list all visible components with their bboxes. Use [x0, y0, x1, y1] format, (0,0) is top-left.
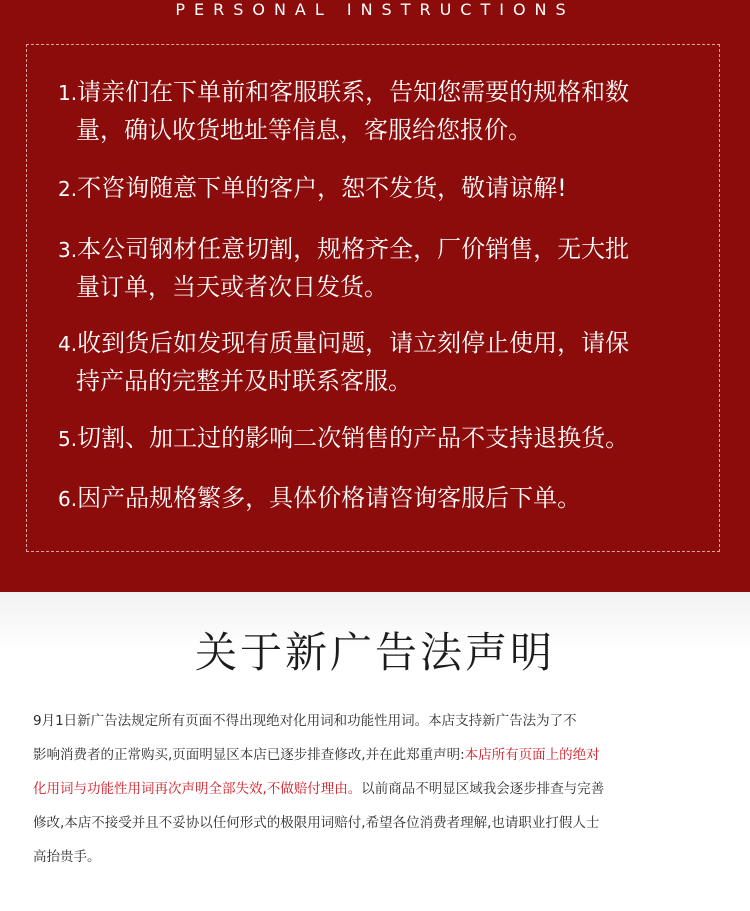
instruction-item-3: [58, 231, 698, 306]
item-number: 2.: [58, 177, 78, 201]
notice-text: 9月1日新广告法规定所有页面不得出现绝对化用词和功能性用词。本店支持新广告法为了不: [33, 713, 577, 729]
notice-line-2: [33, 738, 723, 772]
item-text-line2: 持产品的完整并及时联系客服。: [76, 367, 412, 395]
item-text-line1: 收到货后如发现有质量问题，请立刻停止使用，请保: [77, 329, 630, 357]
instruction-item-2: [58, 170, 698, 208]
item-number: 1.: [58, 81, 78, 105]
item-text-line1: 不咨询随意下单的客户，恕不发货，敬请谅解!: [77, 174, 567, 202]
instruction-item-1: [58, 74, 698, 149]
item-number: 4.: [58, 332, 78, 356]
item-text-line1: 请亲们在下单前和客服联系，告知您需要的规格和数: [77, 78, 630, 106]
notice-line-3: [33, 772, 723, 806]
notice-line-4: [33, 806, 723, 840]
item-text-line1: 切割、加工过的影响二次销售的产品不支持退换货。: [77, 424, 630, 452]
item-text-line2: 量，确认收货地址等信息，客服给您报价。: [76, 116, 532, 144]
notice-text: 高抬贵手。: [33, 849, 101, 865]
item-number: 6.: [58, 487, 78, 511]
notice-section: [0, 592, 750, 911]
item-text-line1: 本公司钢材任意切割，规格齐全，厂价销售，无大批: [77, 235, 630, 263]
notice-text: 以前商品不明显区域我会逐步排查与完善: [361, 781, 605, 797]
notice-highlight: 本店所有页面上的绝对: [464, 747, 600, 763]
instruction-item-5: [58, 420, 698, 458]
header-strip: [0, 0, 750, 19]
notice-text: 影响消费者的正常购买,页面明显区本店已逐步排查修改,并在此郑重声明:: [33, 747, 465, 763]
notice-line-1: [33, 704, 723, 738]
instruction-item-4: [58, 325, 698, 400]
notice-text: 修改,本店不接受并且不妥协以任何形式的极限用词赔付,希望各位消费者理解,也请职业打假人士: [33, 815, 600, 831]
item-number: 3.: [58, 238, 78, 262]
item-text-line1: 因产品规格繁多，具体价格请咨询客服后下单。: [77, 484, 582, 512]
notice-line-5: [33, 840, 723, 874]
item-text-line2: 量订单，当天或者次日发货。: [76, 273, 388, 301]
header-title: PERSONAL INSTRUCTIONS: [175, 0, 575, 19]
notice-title: 关于新广告法声明: [194, 628, 555, 677]
item-number: 5.: [58, 427, 78, 451]
instruction-item-6: [58, 480, 698, 518]
notice-highlight: 化用词与功能性用词再次声明全部失效,不做赔付理由。: [33, 781, 362, 797]
notice-paragraph: [33, 704, 723, 874]
